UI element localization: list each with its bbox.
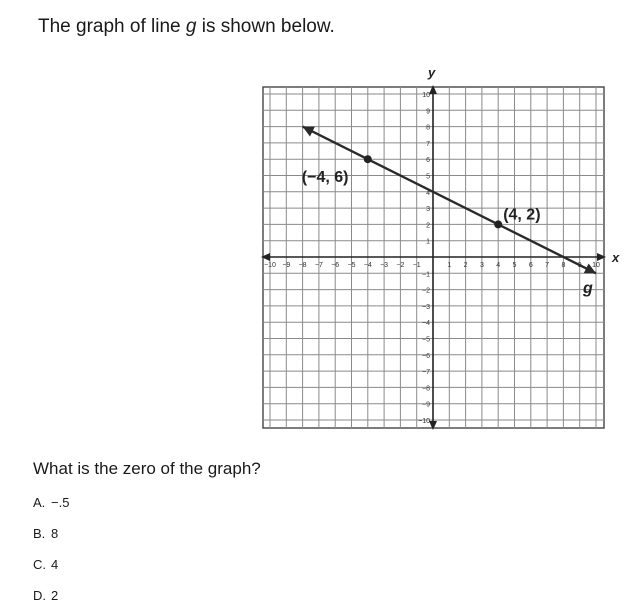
- x-tick-label: 8: [561, 262, 566, 269]
- question-text: What is the zero of the graph?: [33, 459, 261, 478]
- y-tick-label: 5: [426, 173, 430, 181]
- x-tick-label: −10: [264, 262, 276, 269]
- prompt-text-after: is shown below.: [196, 16, 335, 37]
- y-tick-label: −9: [422, 401, 430, 409]
- choice-b-text: 8: [51, 526, 59, 541]
- y-axis-label: y: [428, 65, 436, 80]
- x-tick-label: −2: [396, 262, 405, 269]
- point-label: (−4, 6): [301, 169, 349, 187]
- y-tick-label: −10: [418, 418, 430, 425]
- y-tick-label: 8: [426, 124, 430, 132]
- prompt-text-before: The graph of line: [38, 16, 186, 37]
- y-tick-label: 2: [426, 222, 430, 230]
- point-marker: [364, 155, 372, 163]
- y-tick-label: −5: [422, 336, 430, 344]
- prompt-variable: g: [185, 16, 197, 37]
- y-tick-label: −2: [422, 287, 430, 295]
- y-tick-label: 3: [426, 206, 430, 214]
- x-tick-label: 5: [512, 262, 517, 269]
- choice-b-letter: B.: [33, 526, 46, 541]
- y-tick-label: 7: [426, 140, 430, 148]
- x-tick-label: 3: [479, 262, 484, 269]
- choice-c-letter: C.: [33, 557, 46, 572]
- choice-d-text: 2: [51, 588, 59, 603]
- x-tick-label: −5: [347, 262, 356, 269]
- point-label: (4, 2): [503, 206, 541, 224]
- choice-b[interactable]: [33, 526, 58, 541]
- x-tick-label: −1: [412, 262, 421, 269]
- y-tick-label: −6: [422, 352, 430, 360]
- choice-c-text: 4: [51, 557, 59, 572]
- x-tick-label: 1: [447, 262, 452, 269]
- x-tick-label: −9: [282, 262, 291, 269]
- choice-a-text: −.5: [51, 495, 70, 510]
- y-tick-label: −1: [422, 271, 430, 279]
- y-tick-label: 1: [426, 238, 430, 246]
- y-tick-label: −4: [422, 320, 430, 328]
- choice-a-letter: A.: [33, 495, 46, 510]
- y-tick-label: 10: [422, 92, 430, 99]
- y-tick-label: −3: [422, 303, 430, 311]
- x-tick-label: −4: [363, 262, 372, 269]
- choice-d[interactable]: [33, 588, 58, 603]
- y-tick-label: 9: [426, 108, 430, 116]
- choice-c[interactable]: [33, 557, 58, 572]
- x-tick-label: 4: [496, 262, 501, 269]
- y-tick-label: 6: [426, 157, 430, 165]
- y-tick-label: 4: [426, 189, 430, 197]
- line-g-label: g: [582, 279, 593, 297]
- x-tick-label: 6: [528, 262, 533, 269]
- x-tick-label: −6: [331, 262, 340, 269]
- x-tick-label: −7: [314, 262, 323, 269]
- x-tick-label: 7: [545, 262, 550, 269]
- y-tick-label: −7: [422, 369, 430, 377]
- x-tick-label: −3: [380, 262, 389, 269]
- point-marker: [494, 220, 502, 228]
- x-tick-label: −8: [298, 262, 307, 269]
- y-tick-label: −8: [422, 385, 430, 393]
- choice-d-letter: D.: [33, 588, 46, 603]
- x-tick-label: 2: [463, 262, 468, 269]
- x-tick-label: 10: [592, 262, 600, 269]
- choice-a[interactable]: [33, 495, 69, 510]
- x-axis-label: x: [612, 250, 620, 265]
